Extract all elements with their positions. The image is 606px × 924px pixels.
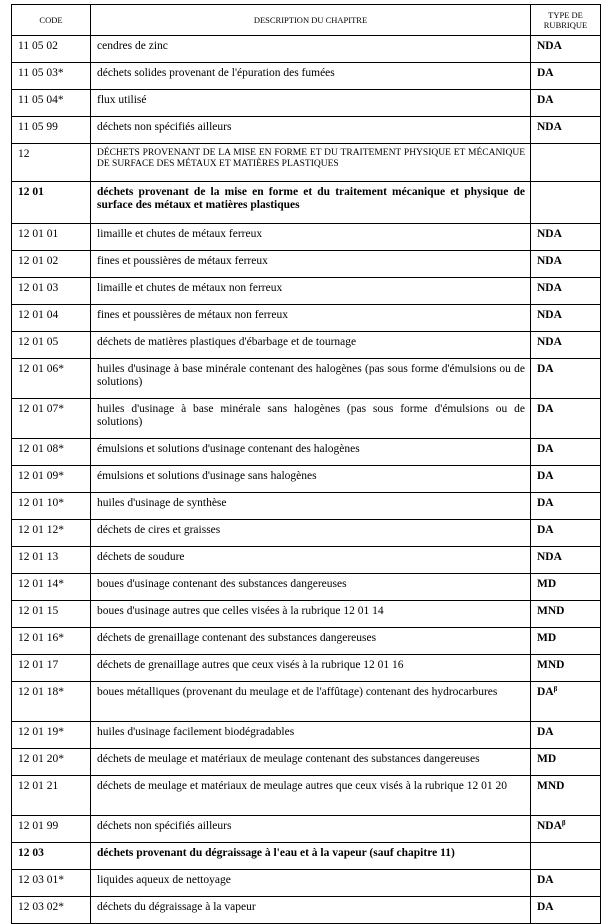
row-description: déchets de meulage et matériaux de meulage contenant des substances dangereuses <box>91 749 531 776</box>
row-description: déchets de meulage et matériaux de meulage autres que ceux visés à la rubrique 12 01 20 <box>91 776 531 816</box>
row-code: 12 01 01 <box>12 224 91 251</box>
row-code: 12 01 20* <box>12 749 91 776</box>
row-description: huiles d'usinage facilement biodégradables <box>91 722 531 749</box>
row-type: DA <box>531 493 601 520</box>
row-description: émulsions et solutions d'usinage sans halogènes <box>91 466 531 493</box>
row-type-value: NDA <box>537 820 562 832</box>
table-header-row <box>12 5 601 36</box>
table-row <box>12 332 601 359</box>
table-row <box>12 574 601 601</box>
row-type: NDA <box>531 117 601 144</box>
row-code: 11 05 04* <box>12 90 91 117</box>
row-type: NDA <box>531 251 601 278</box>
row-code: 12 01 99 <box>12 816 91 843</box>
row-code: 12 01 19* <box>12 722 91 749</box>
row-code: 12 01 16* <box>12 628 91 655</box>
row-description: déchets de grenaillage autres que ceux visés à la rubrique 12 01 16 <box>91 655 531 682</box>
table-row <box>12 682 601 722</box>
table-row <box>12 90 601 117</box>
table-row <box>12 278 601 305</box>
footnote-marker: β <box>561 819 566 827</box>
row-description: déchets de soudure <box>91 547 531 574</box>
table-row <box>12 63 601 90</box>
row-type: MND <box>531 776 601 816</box>
row-code: 12 03 <box>12 843 91 870</box>
footnote-marker: β <box>553 685 558 693</box>
chapter-row <box>12 144 601 182</box>
row-description: DÉCHETS PROVENANT DE LA MISE EN FORME ET DU TRAITEMENT PHYSIQUE ET MÉCANIQUE DE SURFACE DES MÉTAUX ET MATIÈRES PLASTIQUES <box>91 144 531 182</box>
header-type: TYPE DE RUBRIQUE <box>531 5 601 36</box>
table-row <box>12 722 601 749</box>
table-row <box>12 816 601 843</box>
row-type: DA <box>531 466 601 493</box>
row-description: déchets solides provenant de l'épuration des fumées <box>91 63 531 90</box>
row-description: déchets du dégraissage à la vapeur <box>91 897 531 924</box>
table-row <box>12 749 601 776</box>
row-type: MND <box>531 655 601 682</box>
row-code: 12 01 21 <box>12 776 91 816</box>
row-type: NDA <box>531 332 601 359</box>
row-type: DA <box>531 90 601 117</box>
row-type: DA <box>531 520 601 547</box>
table-row <box>12 439 601 466</box>
row-code: 12 01 13 <box>12 547 91 574</box>
row-type: DA <box>531 439 601 466</box>
row-code: 12 01 03 <box>12 278 91 305</box>
row-code: 12 01 17 <box>12 655 91 682</box>
row-code: 12 <box>12 144 91 182</box>
section-row <box>12 843 601 870</box>
row-type: MD <box>531 749 601 776</box>
row-type: NDA <box>531 36 601 63</box>
row-description: déchets provenant du dégraissage à l'eau et à la vapeur (sauf chapitre 11) <box>91 843 531 870</box>
row-type: MND <box>531 601 601 628</box>
row-description: huiles d'usinage de synthèse <box>91 493 531 520</box>
table-row <box>12 466 601 493</box>
row-code: 12 01 04 <box>12 305 91 332</box>
row-code: 11 05 02 <box>12 36 91 63</box>
table-row <box>12 520 601 547</box>
row-type: NDA <box>531 278 601 305</box>
row-description: liquides aqueux de nettoyage <box>91 870 531 897</box>
row-description: flux utilisé <box>91 90 531 117</box>
table-row <box>12 601 601 628</box>
row-description: émulsions et solutions d'usinage contenant des halogènes <box>91 439 531 466</box>
header-description: DESCRIPTION DU CHAPITRE <box>91 5 531 36</box>
row-code: 11 05 03* <box>12 63 91 90</box>
row-description: déchets non spécifiés ailleurs <box>91 816 531 843</box>
row-description: huiles d'usinage à base minérale sans halogènes (pas sous forme d'émulsions ou de solutions) <box>91 399 531 439</box>
row-description: fines et poussières de métaux ferreux <box>91 251 531 278</box>
row-type: MD <box>531 628 601 655</box>
row-description: déchets non spécifiés ailleurs <box>91 117 531 144</box>
table-row <box>12 628 601 655</box>
row-description: huiles d'usinage à base minérale contenant des halogènes (pas sous forme d'émulsions ou de solutions) <box>91 359 531 399</box>
table-row <box>12 493 601 520</box>
row-code: 11 05 99 <box>12 117 91 144</box>
row-type: NDA <box>531 224 601 251</box>
row-type: DA <box>531 897 601 924</box>
row-code: 12 03 02* <box>12 897 91 924</box>
row-code: 12 03 01* <box>12 870 91 897</box>
row-code: 12 01 18* <box>12 682 91 722</box>
row-type <box>531 843 601 870</box>
row-type: DA <box>531 399 601 439</box>
table-row <box>12 251 601 278</box>
row-type: MD <box>531 574 601 601</box>
row-type: DA <box>531 63 601 90</box>
section-row <box>12 182 601 224</box>
table-row <box>12 776 601 816</box>
row-type <box>531 144 601 182</box>
row-type: DA <box>531 722 601 749</box>
row-code: 12 01 15 <box>12 601 91 628</box>
row-type: NDA <box>531 547 601 574</box>
table-row <box>12 655 601 682</box>
table-row <box>12 399 601 439</box>
table-row <box>12 870 601 897</box>
row-description: limaille et chutes de métaux ferreux <box>91 224 531 251</box>
row-type <box>531 816 601 843</box>
row-description: déchets provenant de la mise en forme et du traitement mécanique et physique de surface des métaux et matières plastiques <box>91 182 531 224</box>
row-type: NDA <box>531 305 601 332</box>
row-code: 12 01 08* <box>12 439 91 466</box>
table-row <box>12 305 601 332</box>
row-type: DA <box>531 870 601 897</box>
row-code: 12 01 07* <box>12 399 91 439</box>
row-code: 12 01 <box>12 182 91 224</box>
row-type <box>531 682 601 722</box>
row-code: 12 01 12* <box>12 520 91 547</box>
row-description: boues d'usinage contenant des substances dangereuses <box>91 574 531 601</box>
table-row <box>12 359 601 399</box>
row-code: 12 01 10* <box>12 493 91 520</box>
row-code: 12 01 09* <box>12 466 91 493</box>
row-code: 12 01 02 <box>12 251 91 278</box>
row-description: boues métalliques (provenant du meulage et de l'affûtage) contenant des hydrocarbures <box>91 682 531 722</box>
row-code: 12 01 14* <box>12 574 91 601</box>
row-type: DA <box>531 359 601 399</box>
table-row <box>12 547 601 574</box>
table-row <box>12 224 601 251</box>
table-row <box>12 36 601 63</box>
table-row <box>12 897 601 924</box>
row-type <box>531 182 601 224</box>
header-code: CODE <box>12 5 91 36</box>
row-description: déchets de cires et graisses <box>91 520 531 547</box>
row-code: 12 01 06* <box>12 359 91 399</box>
waste-code-table <box>11 4 601 924</box>
row-description: limaille et chutes de métaux non ferreux <box>91 278 531 305</box>
row-description: fines et poussières de métaux non ferreux <box>91 305 531 332</box>
table-row <box>12 117 601 144</box>
row-description: déchets de grenaillage contenant des substances dangereuses <box>91 628 531 655</box>
row-code: 12 01 05 <box>12 332 91 359</box>
row-description: déchets de matières plastiques d'ébarbage et de tournage <box>91 332 531 359</box>
waste-code-table-page <box>11 4 601 924</box>
row-description: boues d'usinage autres que celles visées à la rubrique 12 01 14 <box>91 601 531 628</box>
row-description: cendres de zinc <box>91 36 531 63</box>
row-type-value: DA <box>537 686 554 698</box>
